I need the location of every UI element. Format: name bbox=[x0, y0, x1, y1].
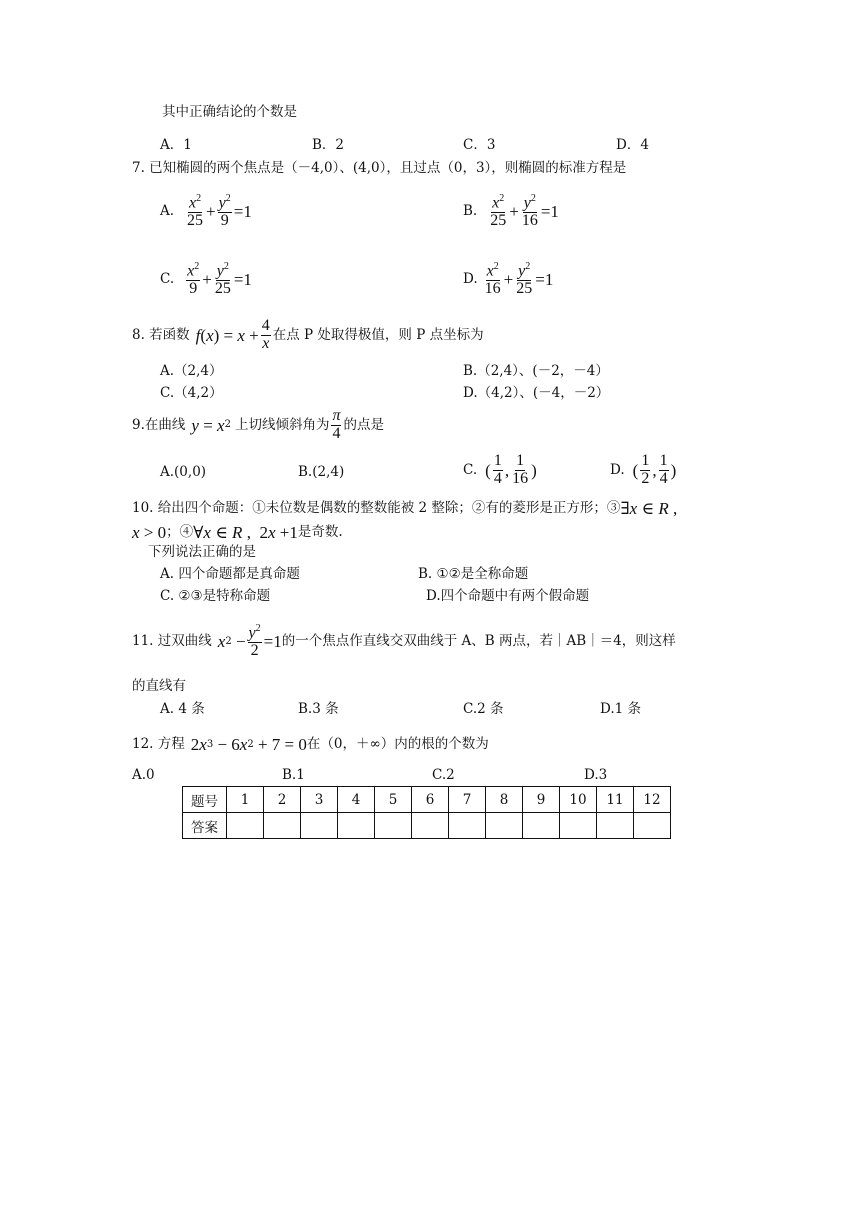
q6-option-d: D．4 bbox=[616, 137, 649, 153]
q9-option-c: C. ( $\frac{1}{4}$ , $\frac{1}{16}$ ) bbox=[463, 452, 537, 487]
question-number-4: 4 bbox=[338, 787, 375, 813]
q7-option-a: A. $\frac{x^2}{25}$ + $\frac{y^2}{9}$ =1 bbox=[160, 193, 252, 230]
q8-option-c: C.（4,2） bbox=[160, 385, 223, 401]
q7-stem: 7. 已知椭圆的两个焦点是（－4,0）、(4,0），且过点（0，3），则椭圆的标准方程是 bbox=[132, 160, 627, 176]
question-number-2: 2 bbox=[264, 787, 301, 813]
q8-option-d: D.（4,2）、(－4，－2） bbox=[463, 385, 610, 401]
q10-line1-text: 10. 给出四个命题：①未位数是偶数的整数能被 2 整除；②有的菱形是正方形；③ bbox=[132, 499, 621, 516]
q10-option-d: D.四个命题中有两个假命题 bbox=[426, 588, 590, 604]
answer-cell-1[interactable] bbox=[227, 813, 264, 839]
answer-cell-10[interactable] bbox=[560, 813, 597, 839]
question-number-9: 9 bbox=[523, 787, 560, 813]
q11-prefix: 11. 过双曲线 bbox=[132, 633, 212, 650]
q10-line2: x > 0 ；④ ∀ x ∈ R , 2 x +1 是奇数. bbox=[132, 523, 343, 542]
answer-cell-11[interactable] bbox=[597, 813, 634, 839]
q9-option-b: B.(2,4) bbox=[298, 464, 345, 480]
q8-option-b: B.（2,4）、(－2，－4） bbox=[463, 363, 609, 379]
q6-option-a: A．1 bbox=[160, 137, 192, 153]
q9-suffix: 的点是 bbox=[343, 416, 384, 433]
q8-prefix: 8. 若函数 bbox=[132, 326, 190, 343]
q11-option-b: B.3 条 bbox=[298, 701, 339, 717]
question-number-1: 1 bbox=[227, 787, 264, 813]
q10-line2-mid: ；④ bbox=[166, 523, 194, 540]
q7-option-b: B. $\frac{x^2}{25}$ + $\frac{y^2}{16}$ =1 bbox=[463, 193, 559, 230]
q11-stem: 11. 过双曲线 x 2 − $\frac{y^2}{2}$ =1 的一个焦点作直线交双曲线于 A、B 两点，若｜AB｜＝4，则这样 bbox=[132, 623, 676, 660]
q7-label-d: D. bbox=[463, 271, 478, 288]
q12-stem: 12. 方程 2 x 3 − 6 x 2 + 7 = 0 在（0，＋∞）内的根的个数为 bbox=[132, 735, 489, 754]
q10-option-c: C. ②③是特称命题 bbox=[160, 588, 271, 604]
q11-option-d: D.1 条 bbox=[600, 701, 642, 717]
question-number-5: 5 bbox=[375, 787, 412, 813]
q9-label-d: D. bbox=[610, 461, 625, 478]
q11-suffix: 的一个焦点作直线交双曲线于 A、B 两点，若｜AB｜＝4，则这样 bbox=[281, 633, 676, 650]
q8-stem: 8. 若函数 f ( x ) = x + $\frac{4}{x}$ 在点 P 处取得极值，则 P 点坐标为 bbox=[132, 317, 484, 352]
answer-cell-2[interactable] bbox=[264, 813, 301, 839]
question-number-8: 8 bbox=[486, 787, 523, 813]
answer-cell-12[interactable] bbox=[634, 813, 671, 839]
question-number-10: 10 bbox=[560, 787, 597, 813]
q9-option-d: D. ( $\frac{1}{2}$ , $\frac{1}{4}$ ) bbox=[610, 452, 677, 487]
q11-line2: 的直线有 bbox=[132, 678, 186, 694]
q10-line2-tail: 是奇数. bbox=[297, 523, 343, 540]
q12-option-b: B.1 bbox=[282, 767, 305, 783]
q8-option-a: A.（2,4） bbox=[160, 363, 223, 379]
q9-middle: 上切线倾斜角为 bbox=[234, 416, 330, 433]
q6-option-b: B．2 bbox=[312, 137, 345, 153]
answer-table-answer-row bbox=[183, 813, 671, 839]
q10-line1: 10. 给出四个命题：①未位数是偶数的整数能被 2 整除；②有的菱形是正方形；③ ∃ x ∈ R , bbox=[132, 499, 678, 518]
q12-option-d: D.3 bbox=[584, 767, 608, 783]
q7-option-c: C. $\frac{x^2}{9}$ + $\frac{y^2}{25}$ =1 bbox=[160, 261, 252, 298]
q8-suffix: 在点 P 处取得极值，则 P 点坐标为 bbox=[272, 326, 484, 343]
question-number-12: 12 bbox=[634, 787, 671, 813]
answer-table-header-row bbox=[183, 787, 671, 813]
question-number-3: 3 bbox=[301, 787, 338, 813]
q9-option-a: A.(0,0) bbox=[160, 464, 207, 480]
q9-prefix: 9.在曲线 bbox=[132, 416, 186, 433]
q7-label-a: A. bbox=[160, 203, 175, 220]
answer-table-header-label: 题号 bbox=[183, 787, 227, 813]
q9-label-c: C. bbox=[463, 461, 478, 478]
q12-prefix: 12. 方程 bbox=[132, 735, 185, 752]
q9-stem: 9.在曲线 y = x 2 上切线倾斜角为 $\frac{\pi}{4}$ 的点是 bbox=[132, 407, 384, 442]
q6-stem-tail: 其中正确结论的个数是 bbox=[162, 104, 297, 120]
q7-option-d: D. $\frac{x^2}{16}$ + $\frac{y^2}{25}$ =1 bbox=[463, 261, 554, 298]
question-number-11: 11 bbox=[597, 787, 634, 813]
q10-ask: 下列说法正确的是 bbox=[148, 544, 256, 560]
answer-cell-4[interactable] bbox=[338, 813, 375, 839]
q11-option-a: A. 4 条 bbox=[160, 701, 205, 717]
answer-table-answer-label: 答案 bbox=[183, 813, 227, 839]
q12-option-c: C.2 bbox=[432, 767, 455, 783]
answer-cell-7[interactable] bbox=[449, 813, 486, 839]
answer-cell-6[interactable] bbox=[412, 813, 449, 839]
q11-option-c: C.2 条 bbox=[463, 701, 504, 717]
q10-option-a: A. 四个命题都是真命题 bbox=[160, 566, 300, 582]
q7-label-c: C. bbox=[160, 271, 175, 288]
question-number-6: 6 bbox=[412, 787, 449, 813]
q10-option-b: B. ①②是全称命题 bbox=[418, 566, 529, 582]
q12-option-a: A.0 bbox=[132, 767, 155, 783]
question-number-7: 7 bbox=[449, 787, 486, 813]
answer-cell-5[interactable] bbox=[375, 813, 412, 839]
answer-cell-3[interactable] bbox=[301, 813, 338, 839]
answer-cell-9[interactable] bbox=[523, 813, 560, 839]
answer-table bbox=[182, 786, 671, 839]
q6-option-c: C．3 bbox=[463, 137, 496, 153]
q12-suffix: 在（0，＋∞）内的根的个数为 bbox=[306, 735, 489, 752]
answer-cell-8[interactable] bbox=[486, 813, 523, 839]
q7-label-b: B. bbox=[463, 203, 478, 220]
